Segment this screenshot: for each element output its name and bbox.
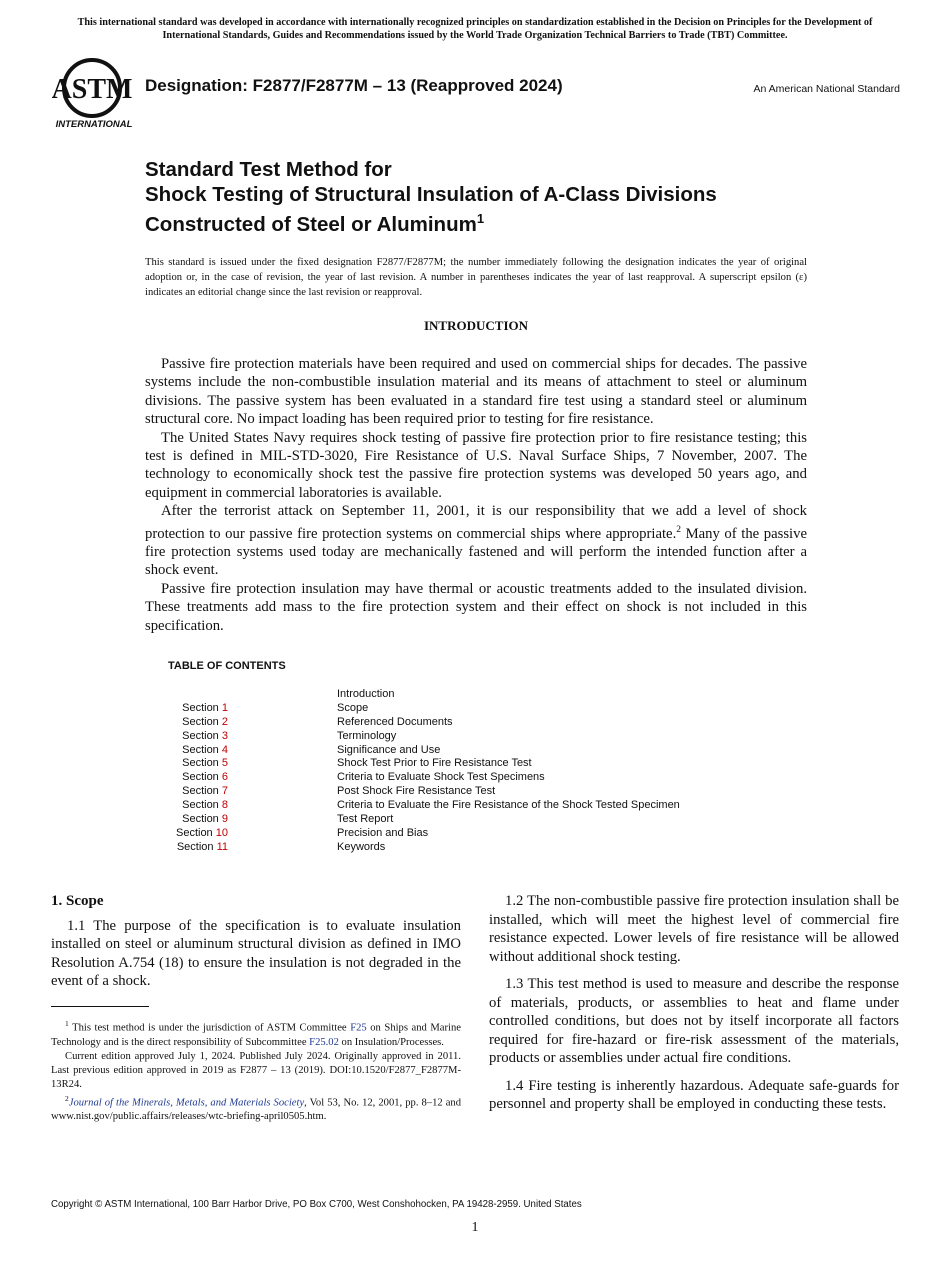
toc-section-link[interactable]: 5 — [221, 757, 228, 770]
toc-title: Criteria to Evaluate Shock Test Specimens — [337, 771, 545, 784]
committee-link[interactable]: F25 — [350, 1022, 367, 1034]
toc-section-ref: Section 4 — [182, 743, 228, 756]
intro-paragraph: After the terrorist attack on September 11, 2001, it is our responsibility that we add a level of shock protection to our passive fire protection systems on commercial ships where appropriate.$^2$ Many of the passive fire protection systems used today are mechanically fastened and will perform the intended function after a shock event. — [145, 503, 807, 579]
paragraph-1-1: 1.1 The purpose of the specification is to evaluate insulation installed on steel or aluminum structural division as defined in IMO Resolution A.754 (18) to ensure the insulation is not degraded in the event of a shock. — [51, 917, 461, 989]
toc-section-ref: Section 9 — [182, 813, 228, 826]
toc-row[interactable] — [150, 744, 680, 758]
intro-paragraph: Passive fire protection insulation may have thermal or acoustic treatments added to the insulated division. These treatments add mass to the fire protection system and their effect on shock is not included in this specification. — [145, 580, 807, 634]
toc-section-ref: Section 5 — [182, 757, 228, 770]
toc-section-link[interactable]: 9 — [221, 813, 228, 826]
toc-section-link[interactable]: 11 — [216, 840, 228, 853]
toc-section-ref — [150, 688, 228, 702]
title-footnote-mark[interactable]: 1 — [476, 211, 485, 226]
toc-title: Introduction — [337, 688, 395, 700]
toc-title: Keywords — [337, 840, 386, 853]
toc-row[interactable] — [150, 813, 680, 827]
title-line-1: Standard Test Method for — [145, 158, 392, 181]
page-number: 1 — [471, 1220, 479, 1235]
footnote-divider — [51, 1006, 149, 1007]
introduction-body — [145, 355, 807, 635]
toc-title: Criteria to Evaluate the Fire Resistance of the Shock Tested Specimen — [337, 799, 680, 812]
toc-section-link[interactable]: 1 — [221, 701, 228, 714]
toc-section-ref: Section 7 — [182, 785, 228, 798]
toc-row[interactable] — [150, 799, 680, 813]
toc-section-link[interactable]: 7 — [221, 785, 228, 798]
toc-section-link[interactable]: 2 — [221, 715, 228, 728]
astm-logo — [52, 56, 136, 132]
toc-section-ref: Section 2 — [182, 715, 228, 728]
paragraph-1-3: 1.3 This test method is used to measure and describe the response of materials, products, or assemblies to heat and flame under controlled conditions, but does not by itself incorporate all factors required for fire-hazard or fire-risk assessment of the materials, products or assemblies under actual fire conditions. — [489, 976, 899, 1066]
toc-section-ref: Section 1 — [182, 701, 228, 714]
footnotes — [51, 1017, 461, 1124]
toc-row[interactable] — [150, 771, 680, 785]
top-notice: This international standard was developed in accordance with internationally recognized principles on standardization established in the Decision on Principles for the Development of International Standards, Guides and Recommendations issued by the World Trade Organization Technical Barriers to Trade (TBT) Committee. — [77, 17, 873, 41]
document-title — [145, 158, 845, 237]
toc-title: Significance and Use — [337, 743, 441, 756]
designation: Designation: F2877/F2877M – 13 (Reapproved 2024) — [145, 76, 563, 95]
right-column — [489, 892, 899, 1123]
subcommittee-link[interactable]: F25.02 — [309, 1036, 339, 1048]
title-line-3: Constructed of Steel or Aluminum$^1$ — [145, 211, 485, 236]
footnote-ref-2[interactable]: 2 — [676, 524, 681, 535]
edition-note: Current edition approved July 1, 2024. Published July 2024. Originally approved in 2011. Last previous edition approved in 2019 as F2877 – 13 (2019). DOI:10.1520/F2877_F2877M-13R24. — [51, 1050, 461, 1090]
toc-section-ref: Section 6 — [182, 771, 228, 784]
journal-link[interactable]: Journal of the Minerals, Metals, and Materials Society — [68, 1097, 305, 1109]
toc-title: Scope — [337, 701, 369, 714]
introduction-heading: INTRODUCTION — [423, 318, 528, 333]
toc-section-ref: Section 8 — [182, 799, 228, 812]
toc-title: Referenced Documents — [337, 715, 453, 728]
toc-title: Test Report — [337, 813, 394, 826]
section-heading-scope: 1. Scope — [51, 893, 104, 909]
toc-section-link[interactable]: 8 — [221, 799, 228, 812]
toc-section-ref: Section 11 — [176, 840, 228, 853]
logo-text: INTERNATIONAL — [55, 119, 133, 130]
footnote-2: $^2$Journal of the Minerals, Metals, and Materials Society, Vol 53, No. 12, 2001, pp. 8–12 and www.nist.gov/public.affairs/releases/wtc-briefing-april0505.htm. — [51, 1093, 462, 1123]
svg-text:ASTM: ASTM — [52, 74, 133, 105]
toc-section-ref: Section 3 — [182, 729, 228, 742]
copyright: Copyright © ASTM International, 100 Barr Harbor Drive, PO Box C700, West Conshohocken, PA 19428-2959. United States — [51, 1199, 582, 1210]
toc-section-ref: Section 10 — [175, 826, 228, 839]
toc-section-link[interactable]: 4 — [221, 743, 228, 756]
title-line-2: Shock Testing of Structural Insulation of A-Class Divisions — [145, 182, 717, 206]
toc-row[interactable] — [150, 716, 680, 730]
toc-section-link[interactable]: 3 — [221, 729, 228, 742]
paragraph-1-4: 1.4 Fire testing is inherently hazardous. Adequate safe-guards for personnel and property shall be employed in conducting these tests. — [489, 1077, 899, 1112]
toc-title: Terminology — [337, 729, 397, 742]
toc-row[interactable] — [150, 702, 680, 716]
issued-note: This standard is issued under the fixed designation F2877/F2877M; the number immediately following the designation indicates the year of original adoption or, in the case of revision, the year of last revision. A number in parentheses indicates the year of last reapproval. A superscript epsilon (ε) indicates an editorial change since the last revision or reapproval. — [145, 257, 807, 298]
standard-type: An American National Standard — [753, 83, 900, 95]
toc-row[interactable] — [150, 841, 680, 855]
footnote-1: $^1$ This test method is under the jurisdiction of ASTM Committee F25 on Ships and Marine Technology and is the direct responsibility of Subcommittee F25.02 on Insulation/Processes. — [51, 1019, 461, 1048]
toc-row[interactable] — [150, 827, 680, 841]
toc-title: Precision and Bias — [337, 826, 429, 839]
toc-title: Shock Test Prior to Fire Resistance Test — [337, 757, 532, 770]
toc-row[interactable] — [150, 730, 680, 744]
intro-paragraph: The United States Navy requires shock testing of passive fire protection prior to fire resistance testing; this test is defined in MIL-STD-3020, Fire Resistance of U.S. Naval Surface Ships, 7 November, 2007. The technology to economically shock test the passive fire protection systems was developed 50 years ago, and equipment in commercial laboratories is available. — [145, 429, 807, 501]
toc-row[interactable] — [150, 785, 680, 799]
table-of-contents — [150, 688, 680, 855]
toc-section-link[interactable]: 10 — [215, 826, 228, 839]
intro-paragraph: Passive fire protection materials have been required and used on commercial ships for decades. The passive systems include the non-combustible insulation material and its means of attachment to steel or aluminum divisions. The passive system has been evaluated in a standard fire test using a standard steel or aluminum structural core. No impact loading has been required prior to testing for fire resistance. — [145, 356, 807, 428]
toc-row[interactable] — [150, 757, 680, 771]
paragraph-1-2: 1.2 The non-combustible passive fire protection insulation shall be installed, which will meet the highest level of commercial fire resistance expected. Lower levels of fire resistance will be allowed without additional shock testing. — [489, 893, 899, 965]
left-column — [51, 892, 461, 991]
toc-title: Post Shock Fire Resistance Test — [337, 785, 496, 798]
toc-heading: TABLE OF CONTENTS — [168, 660, 286, 672]
toc-section-link[interactable]: 6 — [221, 771, 228, 784]
toc-row[interactable] — [150, 688, 680, 702]
